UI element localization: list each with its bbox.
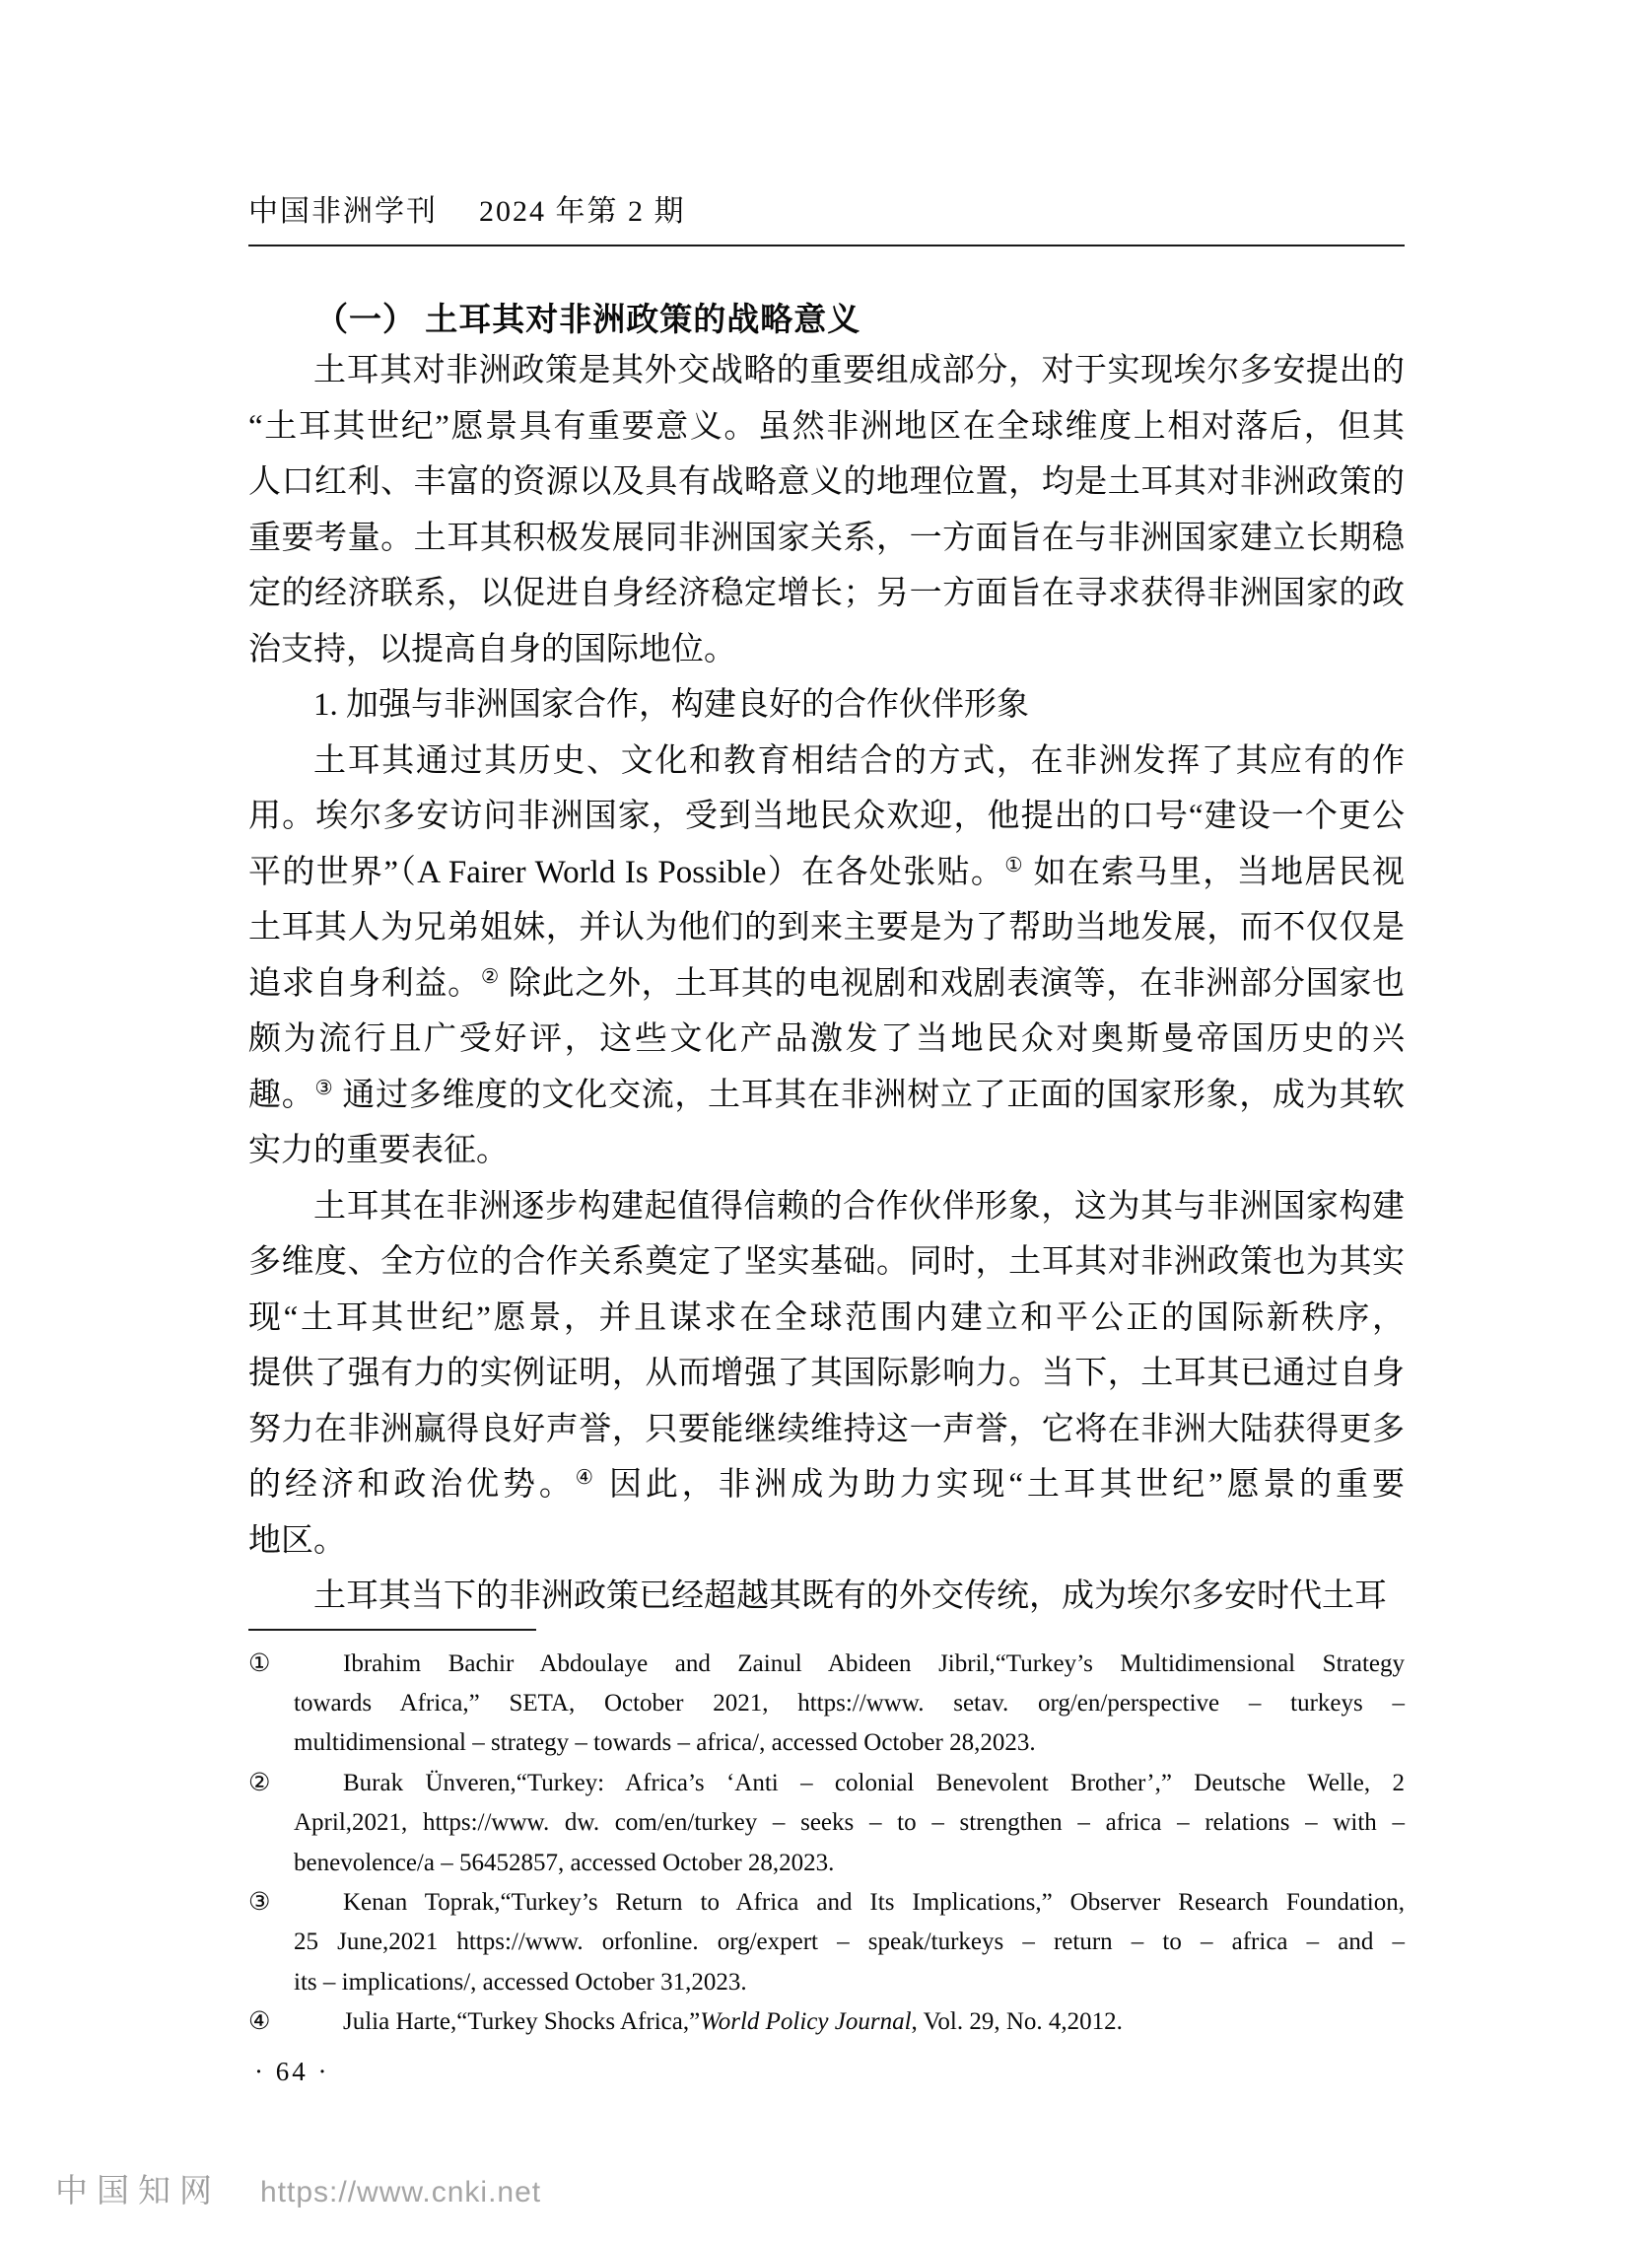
text-segment: 平的世界”（A Fairer World Is Possible）在各处张贴。 [248,854,1005,890]
text-segment: 土耳其人为兄弟姐妹，并认为他们的到来主要是为了帮助当地发展，而不仅仅是 [248,910,1405,946]
text-segment: towards Africa,” SETA, October 2021, https://www. setav. org/en/perspective – turkeys – [294,1689,1405,1717]
text-line [248,1123,1405,1179]
footnote-marker: ② [248,1769,271,1796]
text-line [294,1684,1405,1723]
cnki-site-name: 中国知网 [55,2172,221,2208]
text-segment: 除此之外，土耳其的电视剧和戏剧表演等，在非洲部分国家也 [499,965,1406,1002]
text-segment: Burak Ünveren,“Turkey: Africa’s ‘Anti – colonial Benevolent Brother’,” Deutsche Welle, 2 [343,1769,1405,1796]
text-segment: its – implications/, accessed October 31,2023. [294,1968,747,1996]
text-segment: 用。埃尔多安访问非洲国家，受到当地民众欢迎，他提出的口号“建设一个更公 [248,799,1405,834]
text-line [294,1844,1405,1883]
text-line [248,1346,1405,1402]
footnote-item [248,1645,1405,1764]
text-segment: 通过多维度的文化交流，土耳其在非洲树立了正面的国家形象，成为其软 [333,1077,1406,1113]
text-segment: 治支持，以提高自身的国际地位。 [248,631,736,667]
text-segment: 提供了强有力的实例证明，从而增强了其国际影响力。当下，土耳其已通过自身 [248,1356,1405,1391]
text-segment: , Vol. 29, No. 4,2012. [911,2008,1123,2036]
text-segment: 1. 加强与非洲国家合作，构建良好的合作伙伴形象 [313,687,1029,723]
issue-label: 2024 年第 2 期 [479,195,686,228]
italic-text: World Policy Journal [700,2008,912,2036]
text-line [248,900,1405,956]
text-line [294,1803,1405,1843]
footnote-separator [248,1629,536,1631]
text-line [248,789,1405,845]
text-segment: 25 June,2021 https://www. orfonline. org/expert – speak/turkeys – return – to – africa – and – [294,1928,1405,1956]
text-segment: 地区。 [248,1522,346,1559]
text-line [248,1291,1405,1347]
footnote-ref-marker: ① [1004,854,1024,876]
text-segment: “土耳其世纪”愿景具有重要意义。虽然非洲地区在全球维度上相对落后，但其 [248,408,1405,445]
text-line [248,956,1405,1013]
text-line [248,566,1405,622]
footnote-marker: ① [248,1649,271,1677]
text-segment: 因此，非洲成为助力实现“土耳其世纪”愿景的重要 [596,1467,1406,1503]
text-line [248,343,1405,399]
header-rule [248,245,1405,246]
text-line [294,1645,1405,1684]
text-segment: Kenan Toprak,“Turkey’s Return to Africa and Its Implications,” Observer Research Foundation, [343,1888,1405,1916]
text-segment: 趣。 [248,1077,315,1113]
text-segment: 追求自身利益。 [248,965,481,1002]
paragraph [248,343,1405,677]
text-line [294,2002,1405,2042]
text-line [248,455,1405,511]
footnote-marker: ③ [248,1888,271,1916]
text-line [248,511,1405,567]
paragraph [248,734,1405,1179]
paragraph [248,1569,1405,1625]
text-line [248,1234,1405,1291]
text-segment: 定的经济联系，以促进自身经济稳定增长；另一方面旨在寻求获得非洲国家的政 [248,576,1405,611]
footnote-item [248,1883,1405,2002]
text-line [248,1457,1405,1513]
text-line [248,399,1405,456]
footnote-item [248,2002,1405,2042]
cnki-url: https://www.cnki.net [260,2176,542,2208]
text-segment: Julia Harte,“Turkey Shocks Africa,” [343,2008,701,2036]
text-line [248,1068,1405,1124]
subheading [248,677,1405,734]
text-line [248,1179,1405,1235]
text-line [294,1923,1405,1962]
text-line [294,1723,1405,1763]
text-segment: 土耳其通过其历史、文化和教育相结合的方式，在非洲发挥了其应有的作 [313,742,1405,779]
footnote-ref-marker: ④ [575,1466,597,1489]
article-body [248,298,1405,1625]
text-segment: 多维度、全方位的合作关系奠定了坚实基础。同时，土耳其对非洲政策也为其实 [248,1244,1405,1280]
text-segment: April,2021, https://www. dw. com/en/turkey – seeks – to – strengthen – africa – relations – with – [294,1809,1405,1837]
section-heading: （一） 土耳其对非洲政策的战略意义 [315,303,861,338]
text-segment: benevolence/a – 56452857, accessed October 28,2023. [294,1849,835,1876]
footnote-ref-marker: ③ [314,1077,334,1099]
text-line [248,1569,1405,1625]
text-segment: 的经济和政治优势。 [248,1467,576,1503]
footnote-ref-marker: ② [480,965,500,988]
text-line [248,1402,1405,1458]
text-segment: 如在索马里，当地居民视 [1023,854,1406,890]
running-head [248,193,1405,231]
text-segment: Ibrahim Bachir Abdoulaye and Zainul Abideen Jibril,“Turkey’s Multidimensional Strategy [343,1649,1405,1677]
text-line [248,734,1405,790]
text-segment: 努力在非洲赢得良好声誉，只要能继续维持这一声誉，它将在非洲大陆获得更多 [248,1411,1405,1447]
footnote-marker: ④ [248,2008,271,2036]
text-segment: 土耳其对非洲政策是其外交战略的重要组成部分，对于实现埃尔多安提出的 [313,353,1405,388]
text-segment: 人口红利、丰富的资源以及具有战略意义的地理位置，均是土耳其对非洲政策的 [248,464,1405,500]
text-segment: 重要考量。土耳其积极发展同非洲国家关系，一方面旨在与非洲国家建立长期稳 [248,520,1405,556]
footnotes-list [248,1645,1405,2043]
text-line [294,1883,1405,1923]
journal-title: 中国非洲学刊 [248,195,438,228]
footnote-item [248,1764,1405,1883]
text-line [248,677,1405,734]
page-number: · 64 · [254,2057,330,2086]
paragraph [248,1179,1405,1570]
text-line [248,1012,1405,1068]
text-line [248,845,1405,901]
text-segment: 颇为流行且广受好评，这些文化产品激发了当地民众对奥斯曼帝国历史的兴 [248,1021,1405,1057]
text-line [248,1513,1405,1570]
text-segment: 现“土耳其世纪”愿景，并且谋求在全球范围内建立和平公正的国际新秩序， [248,1299,1405,1336]
text-segment: multidimensional – strategy – towards – africa/, accessed October 28,2023. [294,1729,1036,1757]
text-segment: 实力的重要表征。 [248,1133,509,1168]
text-line [248,622,1405,678]
text-segment: 土耳其在非洲逐步构建起值得信赖的合作伙伴形象，这为其与非洲国家构建 [313,1188,1405,1225]
text-segment: 土耳其当下的非洲政策已经超越其既有的外交传统，成为埃尔多安时代土耳 [313,1578,1387,1614]
text-line [294,1764,1405,1803]
watermark [55,2165,541,2211]
text-line [294,1963,1405,2002]
